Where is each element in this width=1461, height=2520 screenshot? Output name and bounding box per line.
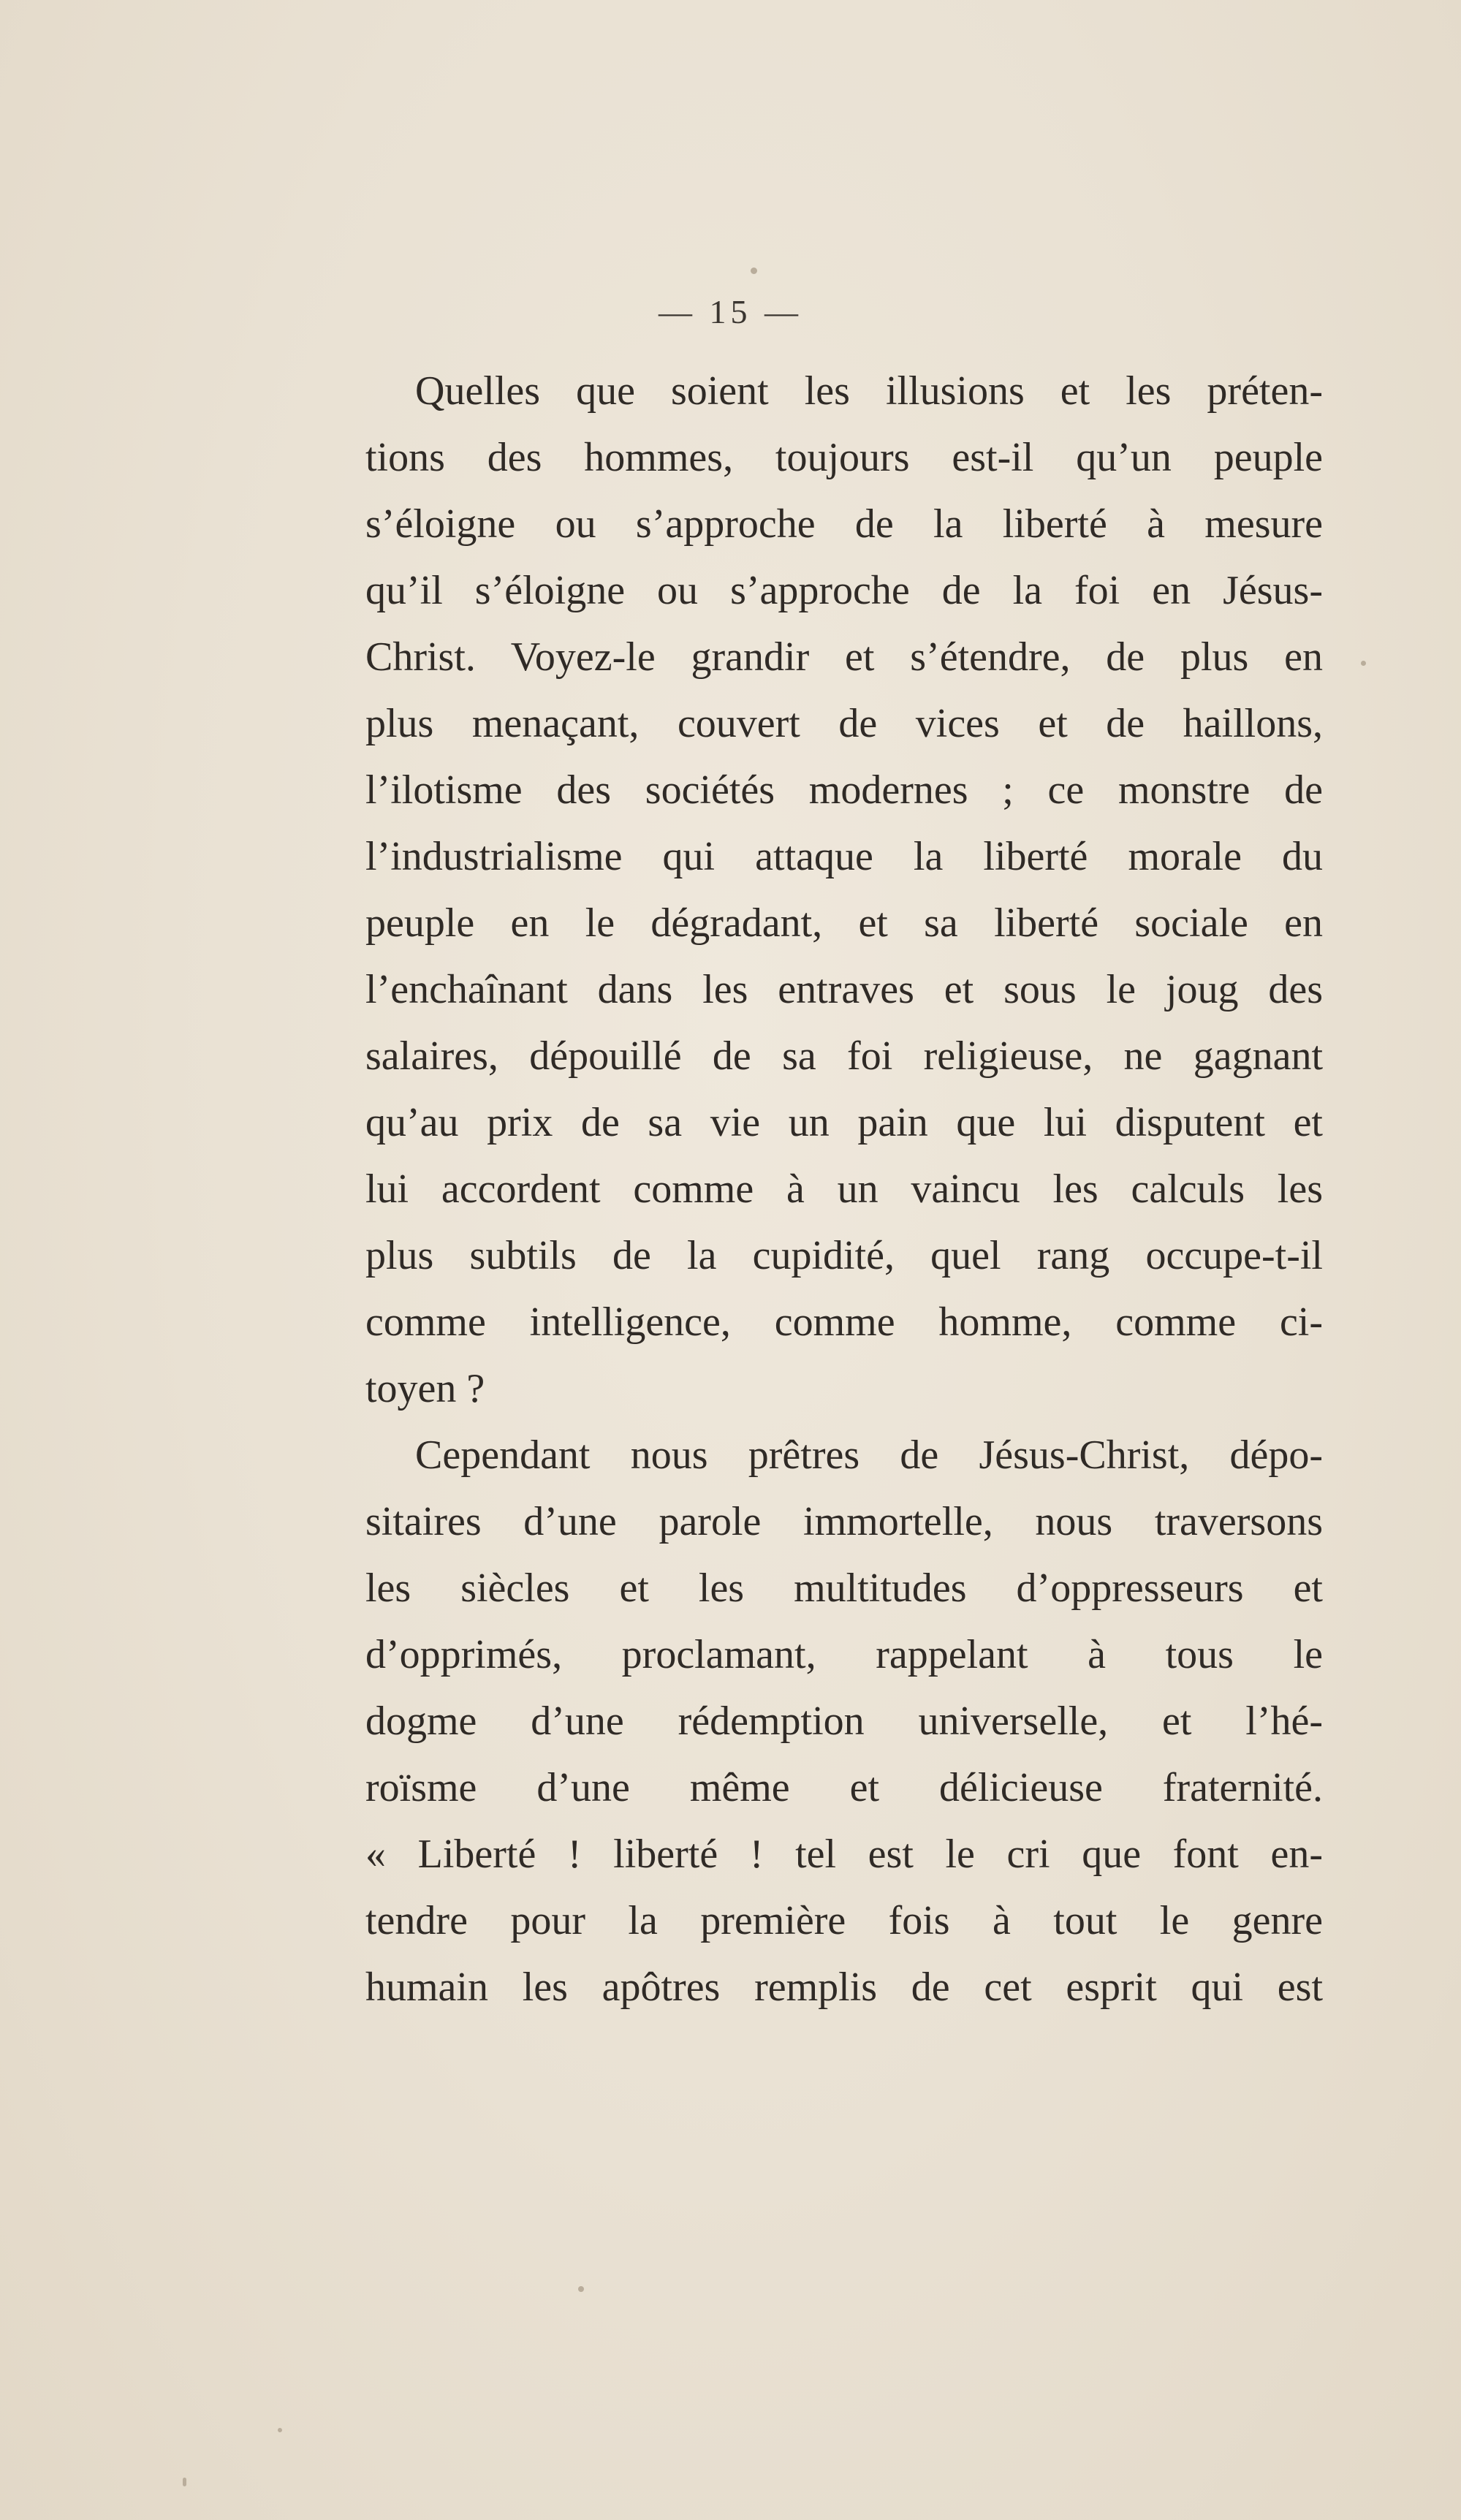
text-line: l’enchaînant dans les entraves et sous le joug des (365, 967, 1323, 1012)
text-line: tendre pour la première fois à tout le genre (365, 1898, 1323, 1943)
text-line: comme intelligence, comme homme, comme ci- (365, 1299, 1323, 1345)
text-line: Christ. Voyez-le grandir et s’étendre, de plus en (365, 634, 1323, 680)
text-line: plus menaçant, couvert de vices et de haillons, (365, 701, 1323, 746)
paper-speck (751, 267, 757, 274)
paper-speck (578, 2286, 584, 2292)
text-line: peuple en le dégradant, et sa liberté sociale en (365, 900, 1323, 946)
text-line: dogme d’une rédemption universelle, et l’hé- (365, 1699, 1323, 1744)
text-line: tions des hommes, toujours est-il qu’un peuple (365, 435, 1323, 480)
text-line: s’éloigne ou s’approche de la liberté à mesure (365, 501, 1323, 547)
text-line: toyen ? (365, 1366, 485, 1411)
paper-speck (1361, 661, 1366, 666)
text-line: d’opprimés, proclamant, rappelant à tous le (365, 1632, 1323, 1677)
text-line: humain les apôtres remplis de cet esprit qui est (365, 1965, 1323, 2010)
text-line: Cependant nous prêtres de Jésus-Christ, dépo- (415, 1432, 1323, 1478)
body-text (365, 358, 1323, 2021)
text-line: les siècles et les multitudes d’oppresseurs et (365, 1565, 1323, 1611)
text-line: l’ilotisme des sociétés modernes ; ce monstre de (365, 767, 1323, 813)
text-line: sitaires d’une parole immortelle, nous traversons (365, 1499, 1323, 1544)
text-line: plus subtils de la cupidité, quel rang occupe-t-il (365, 1233, 1323, 1278)
text-line: « Liberté ! liberté ! tel est le cri que font en- (365, 1832, 1323, 1877)
text-line: lui accordent comme à un vaincu les calculs les (365, 1166, 1323, 1212)
text-line: salaires, dépouillé de sa foi religieuse, ne gagnant (365, 1033, 1323, 1079)
text-line: l’industrialisme qui attaque la liberté morale du (365, 834, 1323, 879)
paper-speck (183, 2478, 186, 2486)
text-line: qu’au prix de sa vie un pain que lui disputent et (365, 1100, 1323, 1145)
text-line: Quelles que soient les illusions et les préten- (415, 368, 1323, 414)
page-number: — 15 — (659, 293, 802, 330)
text-line: qu’il s’éloigne ou s’approche de la foi en Jésus- (365, 568, 1323, 613)
text-line: roïsme d’une même et délicieuse fraternité. (365, 1765, 1323, 1810)
paper-speck (278, 2428, 282, 2432)
